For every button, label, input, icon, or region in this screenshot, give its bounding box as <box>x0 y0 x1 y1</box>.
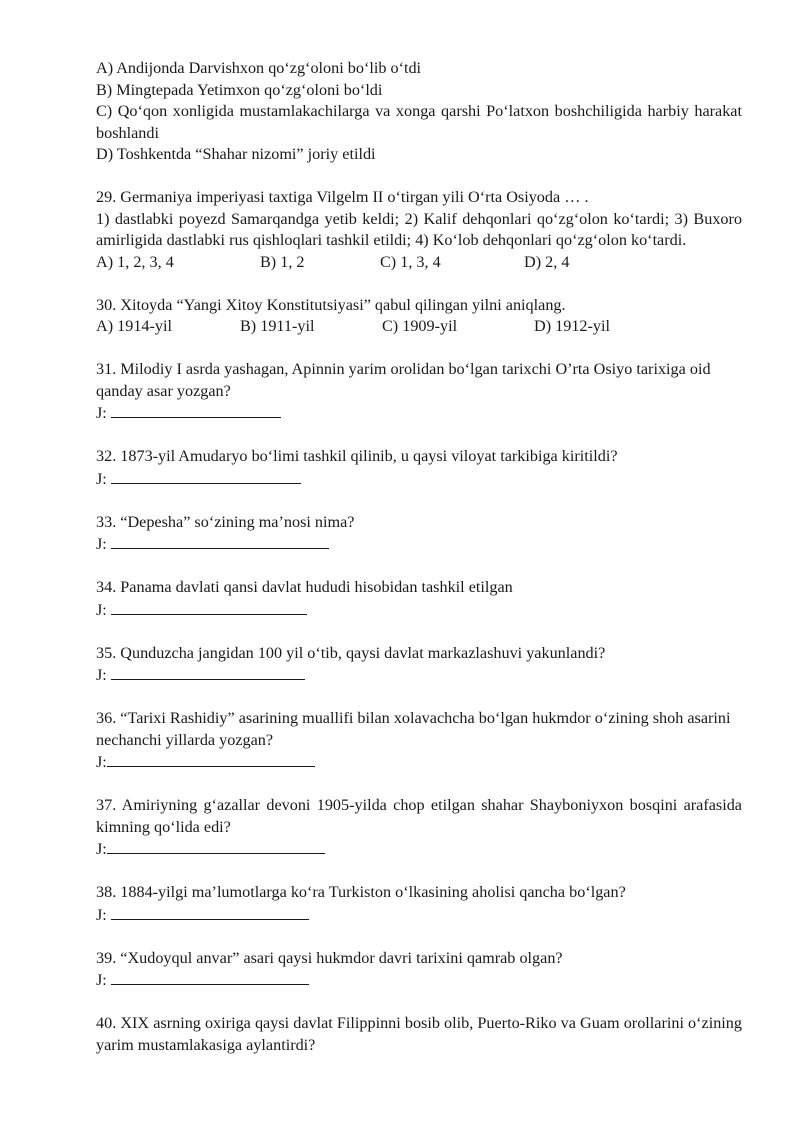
question-text: 29. Germaniya imperiyasi taxtiga Vilgelm II o‘tirgan yili O‘rta Osiyoda … . <box>96 188 589 206</box>
question-40 <box>96 1013 742 1056</box>
question-38 <box>96 882 742 926</box>
answer-blank[interactable] <box>111 533 329 549</box>
answer-prefix: J: <box>96 666 107 684</box>
answer-prefix: J: <box>96 971 107 989</box>
question-37 <box>96 795 742 861</box>
option-c: C) Qo‘qon xonligida mustamlakachilarga va xonga qarshi Po‘latxon boshchiligida harbiy harakat boshlandi <box>96 102 742 142</box>
answer-line <box>96 468 742 491</box>
answer-blank[interactable] <box>111 402 281 418</box>
question-text: 32. 1873-yil Amudaryo bo‘limi tashkil qilinib, u qaysi viloyat tarkibiga kiritildi? <box>96 447 618 465</box>
answer-prefix: J: <box>96 404 107 422</box>
question-31 <box>96 359 742 425</box>
question-text: 37. Amiriyning g‘azallar devoni 1905-yilda chop etilgan shahar Shayboniyxon bosqini arafasida kimning qo‘lida edi? <box>96 796 742 836</box>
question-text: 36. “Tarixi Rashidiy” asarining muallifi bilan xolavachcha bo‘lgan hukmdor o‘zining shoh asarini nechanchi yillarda yozgan? <box>96 709 731 749</box>
question-35 <box>96 643 742 687</box>
answer-prefix: J: <box>96 840 107 858</box>
answer-line <box>96 599 742 622</box>
answer-blank[interactable] <box>107 838 325 854</box>
option-a: A) Andijonda Darvishxon qo‘zg‘oloni bo‘lib o‘tdi <box>96 59 422 77</box>
answer-line <box>96 838 742 861</box>
question-text: 35. Qunduzcha jangidan 100 yil o‘tib, qaysi davlat markazlashuvi yakunlandi? <box>96 643 606 662</box>
answer-blank[interactable] <box>111 599 307 615</box>
answer-prefix: J: <box>96 905 107 924</box>
question-text: 34. Panama davlati qansi davlat hududi hisobidan tashkil etilgan <box>96 578 513 596</box>
option-b: B) 1911-yil <box>240 317 315 335</box>
answer-options <box>96 252 742 274</box>
answer-line <box>96 969 742 992</box>
answer-blank[interactable] <box>111 468 301 484</box>
question-text: 33. “Depesha” so‘zining ma’nosi nima? <box>96 512 355 531</box>
answer-line <box>96 533 742 556</box>
question-text: 38. 1884-yilgi ma’lumotlarga ko‘ra Turkiston o‘lkasining aholisi qancha bo‘lgan? <box>96 883 626 901</box>
option-c: C) 1909-yil <box>382 317 458 335</box>
question-text: 40. XIX asrning oxiriga qaysi davlat Filippinni bosib olib, Puerto-Riko va Guam orollarini o‘zining yarim mustamlakasiga aylantirdi? <box>96 1014 742 1054</box>
answer-blank[interactable] <box>111 969 309 985</box>
option-a: A) 1914-yil <box>96 317 172 335</box>
question-text: 31. Milodiy I asrda yashagan, Apinnin yarim orolidan bo‘lgan tarixchi O’rta Osiyo tarixiga oid qanday asar yozgan? <box>96 360 711 400</box>
option-d: D) Toshkentda “Shahar nizomi” joriy etildi <box>96 145 376 163</box>
question-33 <box>96 512 742 556</box>
answer-line <box>96 664 742 687</box>
answer-line <box>96 402 742 425</box>
answer-blank[interactable] <box>107 751 315 767</box>
answer-prefix: J: <box>96 469 107 488</box>
worksheet-page <box>96 58 742 1056</box>
option-d: D) 2, 4 <box>524 252 570 271</box>
question-39 <box>96 948 742 992</box>
answer-prefix: J: <box>96 753 107 771</box>
answer-options <box>96 316 742 338</box>
question-30 <box>96 295 742 338</box>
option-c: C) 1, 3, 4 <box>380 252 441 271</box>
question-text: 30. Xitoyda “Yangi Xitoy Konstitutsiyasi” qabul qilingan yilni aniqlang. <box>96 295 566 314</box>
option-a: A) 1, 2, 3, 4 <box>96 252 174 271</box>
question-29 <box>96 187 742 273</box>
answer-line <box>96 751 742 774</box>
option-b: B) 1, 2 <box>260 252 305 271</box>
question-statements: 1) dastlabki poyezd Samarqandga yetib keldi; 2) Kalif dehqonlari qo‘zg‘olon ko‘tardi; 3) Buxoro amirligida dastlabki rus qishloqlari tashkil etildi; 4) Ko‘lob dehqonlari qo‘zg‘olon ko‘tardi. <box>96 209 742 249</box>
previous-question-options <box>96 58 742 166</box>
answer-prefix: J: <box>96 600 107 619</box>
answer-blank[interactable] <box>111 904 309 920</box>
question-34 <box>96 577 742 621</box>
answer-prefix: J: <box>96 535 107 553</box>
question-32 <box>96 446 742 490</box>
answer-line <box>96 904 742 927</box>
question-text: 39. “Xudoyqul anvar” asari qaysi hukmdor davri tarixini qamrab olgan? <box>96 948 563 967</box>
question-36 <box>96 708 742 774</box>
option-d: D) 1912-yil <box>534 317 610 335</box>
option-b: B) Mingtepada Yetimxon qo‘zg‘oloni bo‘ldi <box>96 80 383 99</box>
answer-blank[interactable] <box>111 664 305 680</box>
